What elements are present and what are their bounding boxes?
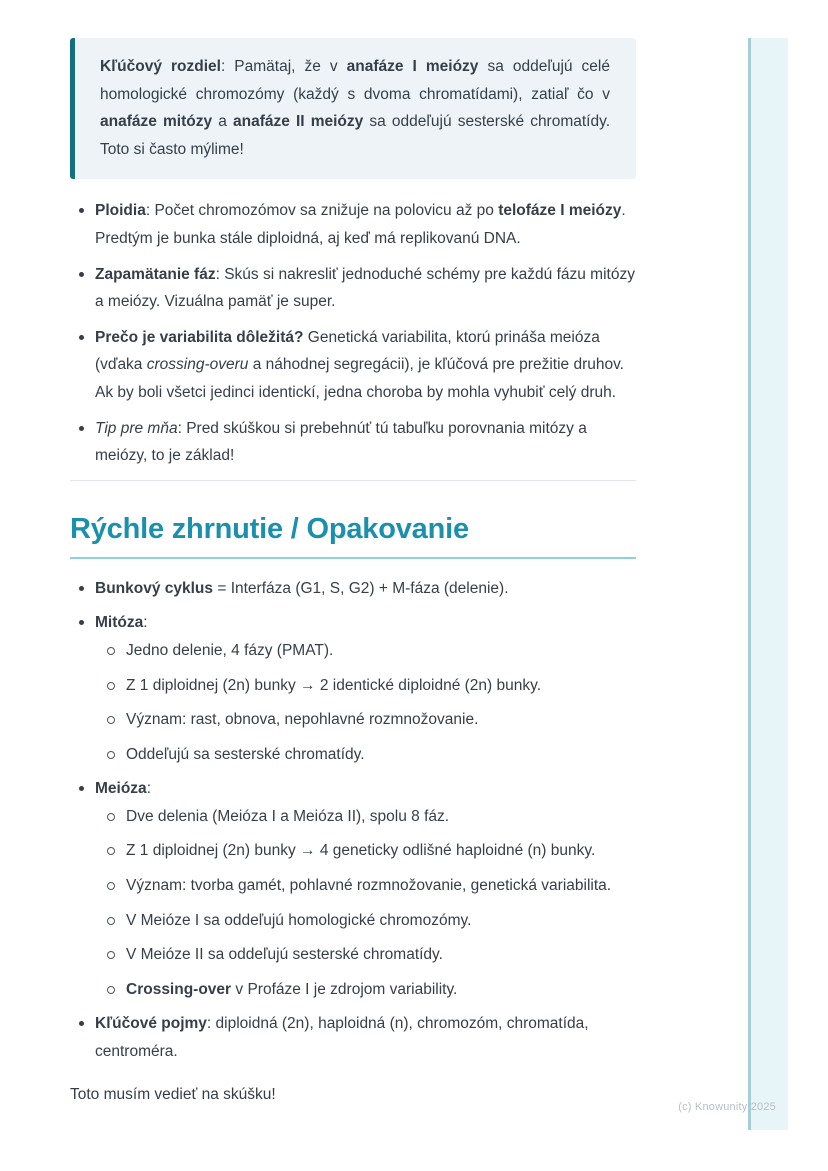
text-segment: sa oddeľujú celé homologické chromozómy (každý s dvoma chromatídami), zatiaľ čo v [100,58,610,103]
text-segment: Jedno delenie, 4 fázy (PMAT). [126,641,334,659]
list-item-text [126,741,365,769]
page-edge-decoration [748,38,788,1130]
text-segment: : Pamätaj, že v [220,58,347,75]
text-segment: Tip pre mňa [95,419,178,437]
sub-list-item [98,741,636,769]
circle-bullet-icon [107,917,115,925]
text-segment: Crossing-over [126,980,232,998]
list-item-text [126,837,595,865]
list-item-text [126,672,541,700]
list-item-text [95,324,636,407]
sub-list-item [98,872,636,900]
text-segment: anafáze I meiózy [346,58,479,75]
text-segment: Bunkový cyklus [95,579,214,597]
text-segment: Meióza [95,780,147,798]
text-segment: : [143,614,148,632]
text-segment: Ploidia [95,202,146,220]
bullet-icon [79,208,84,213]
circle-bullet-icon [107,847,115,855]
list-item-text [126,872,611,900]
sub-list-item [98,637,636,665]
text-segment: : diploidná (2n), haploidná (n), chromozóm, chromatída, centroméra. [95,1015,589,1061]
list-item-text [95,575,636,603]
callout-text [100,53,610,163]
text-segment: Genetická variabilita, ktorú prináša meióza (vďaka [95,328,600,374]
sub-list [70,803,636,1004]
list-item-text [126,941,443,969]
text-segment: : Skús si nakresliť jednoduché schémy pre každú fázu mitózy a meiózy. Vizuálna pamäť je super. [95,265,635,311]
list-item-text [126,907,471,935]
list-item [70,1010,636,1065]
list-item [70,575,636,603]
text-segment: : Počet chromozómov sa znižuje na polovicu až po [145,202,499,220]
circle-bullet-icon [107,813,115,821]
text-segment: Z 1 diploidnej (2n) bunky → 2 identické diploidné (2n) bunky. [126,676,542,694]
text-segment: = Interfáza (G1, S, G2) + M-fáza (delenie). [213,579,509,597]
circle-bullet-icon [107,986,115,994]
list-item [70,261,636,316]
text-segment: Dve delenia (Meióza I a Meióza II), spolu 8 fáz. [126,807,450,825]
text-segment: a [212,113,233,131]
text-segment: Mitóza [95,614,144,632]
key-difference-callout [70,38,636,179]
list-item [70,775,636,1003]
circle-bullet-icon [107,882,115,890]
text-segment: Kľúčové pojmy [95,1015,207,1033]
text-segment: Význam: rast, obnova, nepohlavné rozmnožovanie. [126,711,479,729]
sub-list-item [98,907,636,935]
text-segment: : [146,780,151,798]
sub-list [70,637,636,768]
bullet-icon [79,272,84,277]
sub-list-item [98,803,636,831]
text-segment: Prečo je variabilita dôležitá? [95,328,304,346]
list-item-text [95,1010,636,1065]
text-segment: Zapamätanie fáz [95,265,216,283]
sub-list-item [98,672,636,700]
list-item [70,197,636,252]
text-segment: V Meióze I sa oddeľujú homologické chromozómy. [126,911,472,929]
text-segment: Z 1 diploidnej (2n) bunky → 4 geneticky odlišné haploidné (n) bunky. [126,842,596,860]
study-notes-list [70,197,636,469]
footer-note: Toto musím vedieť na skúšku! [70,1085,276,1103]
list-item [70,415,636,470]
bullet-icon [79,335,84,340]
text-segment: anafáze II meiózy [232,113,364,131]
bullet-icon [79,620,84,625]
list-item-text [126,976,457,1004]
text-segment: V Meióze II sa oddeľujú sesterské chromatídy. [126,946,443,964]
list-item-text [126,803,449,831]
text-segment: telofáze I meiózy [498,202,622,220]
bullet-icon [79,1021,84,1026]
list-item-text [95,197,636,252]
circle-bullet-icon [107,682,115,690]
document-content [70,38,636,1108]
list-item-text [95,261,636,316]
text-segment: : Pred skúškou si prebehnúť tú tabuľku porovnania mitózy a meiózy, to je základ! [95,419,587,465]
list-item-text [95,609,636,637]
circle-bullet-icon [107,716,115,724]
text-segment: . Predtým je bunka stále diploidná, aj keď má replikovanú DNA. [95,202,626,247]
list-item-text [126,637,333,665]
text-segment: Kľúčový rozdiel [100,58,221,75]
section-heading: Rýchle zhrnutie / Opakovanie [70,512,636,559]
text-segment: sa oddeľujú sesterské chromatídy. Toto si často mýlime! [100,113,611,158]
bullet-icon [79,426,84,431]
text-segment: Oddeľujú sa sesterské chromatídy. [126,745,365,763]
copyright-watermark: (c) Knowunity 2025 [678,1101,776,1113]
text-segment: anafáze mitózy [100,113,213,131]
section-divider [70,480,636,481]
list-item-text [95,775,636,803]
list-item-text [95,415,636,470]
list-item [70,609,636,768]
bullet-icon [79,786,84,791]
sub-list-item [98,706,636,734]
circle-bullet-icon [107,647,115,655]
sub-list-item [98,837,636,865]
circle-bullet-icon [107,951,115,959]
list-item-text [126,706,478,734]
bullet-icon [79,586,84,591]
sub-list-item [98,976,636,1004]
text-segment: crossing-overu [146,356,249,374]
list-item [70,324,636,407]
text-segment: v Profáze I je zdrojom variability. [231,980,458,998]
text-segment: a náhodnej segregácii), je kľúčová pre prežitie druhov. Ak by boli všetci jedinci identickí, jedna choroba by mohla vyhubiť celý druh. [95,356,624,401]
circle-bullet-icon [107,751,115,759]
text-segment: Význam: tvorba gamét, pohlavné rozmnožovanie, genetická variabilita. [126,877,612,895]
sub-list-item [98,941,636,969]
summary-list [70,575,636,1066]
